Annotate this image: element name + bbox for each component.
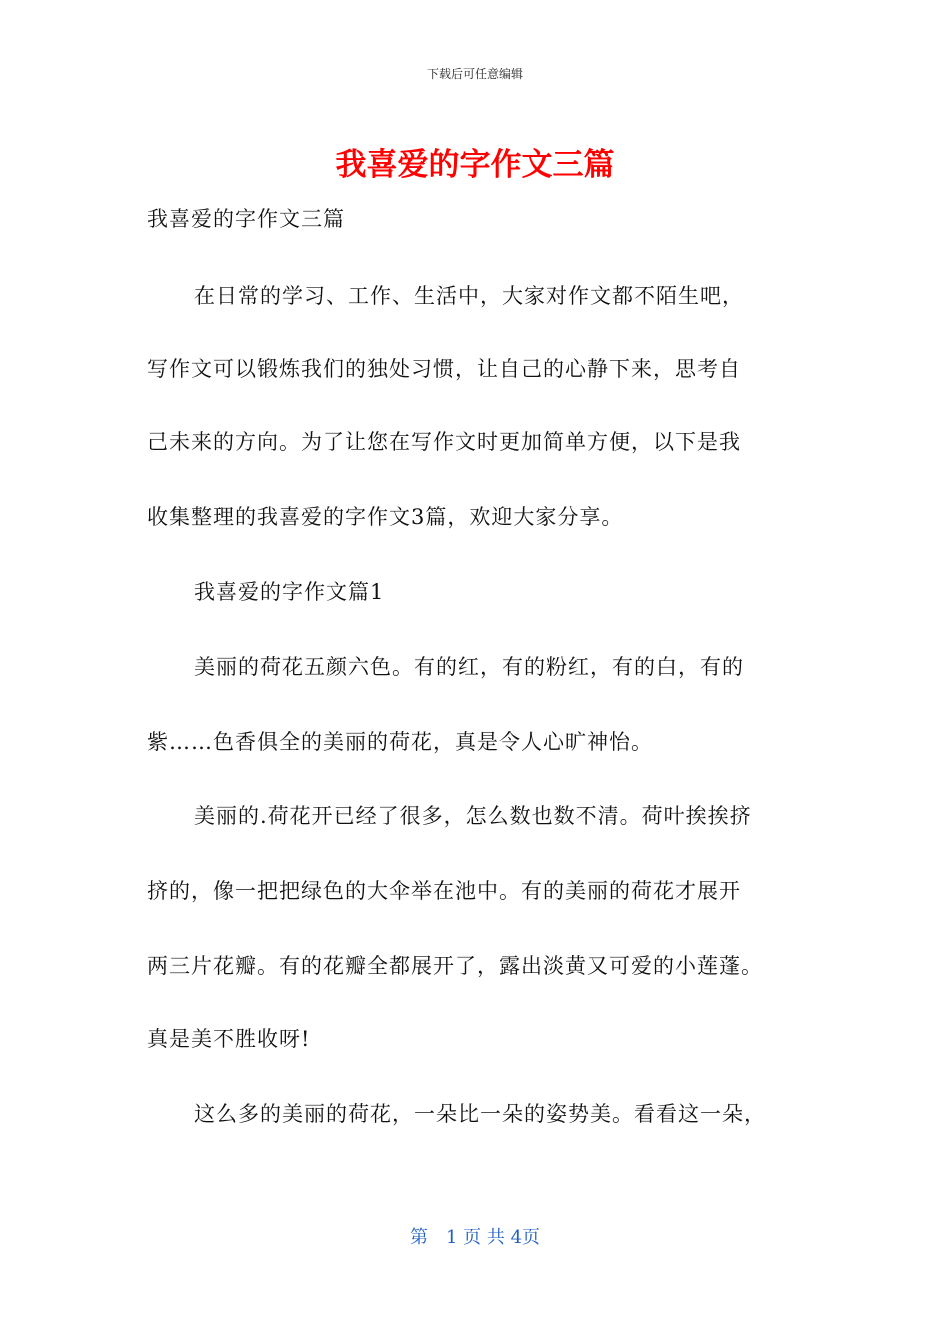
document-body: [147, 0, 807, 1200]
paragraph-line: 两三片花瓣。有的花瓣全都展开了，露出淡黄又可爱的小莲蓬。: [147, 954, 763, 978]
paragraph-line: 紫……色香俱全的美丽的荷花，真是令人心旷神怡。: [147, 730, 653, 754]
paragraph-line: 写作文可以锻炼我们的独处习惯，让自己的心静下来，思考自: [147, 357, 741, 381]
paragraph-line: 美丽的.荷花开已经了很多，怎么数也数不清。荷叶挨挨挤: [194, 804, 752, 828]
header-note: 下载后可任意编辑: [426, 67, 523, 81]
paragraph-line: 真是美不胜收呀!: [147, 1027, 311, 1051]
page-number-footer: 第 1 页 共 4页: [409, 1227, 541, 1248]
paragraph-line: 这么多的美丽的荷花，一朵比一朵的姿势美。看看这一朵，: [194, 1102, 766, 1126]
paragraph-line: 己未来的方向。为了让您在写作文时更加简单方便，以下是我: [147, 430, 741, 454]
paragraph-line: 挤的，像一把把绿色的大伞举在池中。有的美丽的荷花才展开: [147, 879, 741, 903]
paragraph-line: 收集整理的我喜爱的字作文3篇，欢迎大家分享。: [147, 505, 624, 529]
subtitle-line: 我喜爱的字作文三篇: [147, 207, 345, 231]
document-title: 我喜爱的字作文三篇: [335, 147, 615, 183]
section-heading: 我喜爱的字作文篇1: [194, 580, 385, 604]
paragraph-line: 美丽的荷花五颜六色。有的红，有的粉红，有的白，有的: [194, 655, 744, 679]
paragraph-line: 在日常的学习、工作、生活中，大家对作文都不陌生吧，: [194, 284, 744, 308]
